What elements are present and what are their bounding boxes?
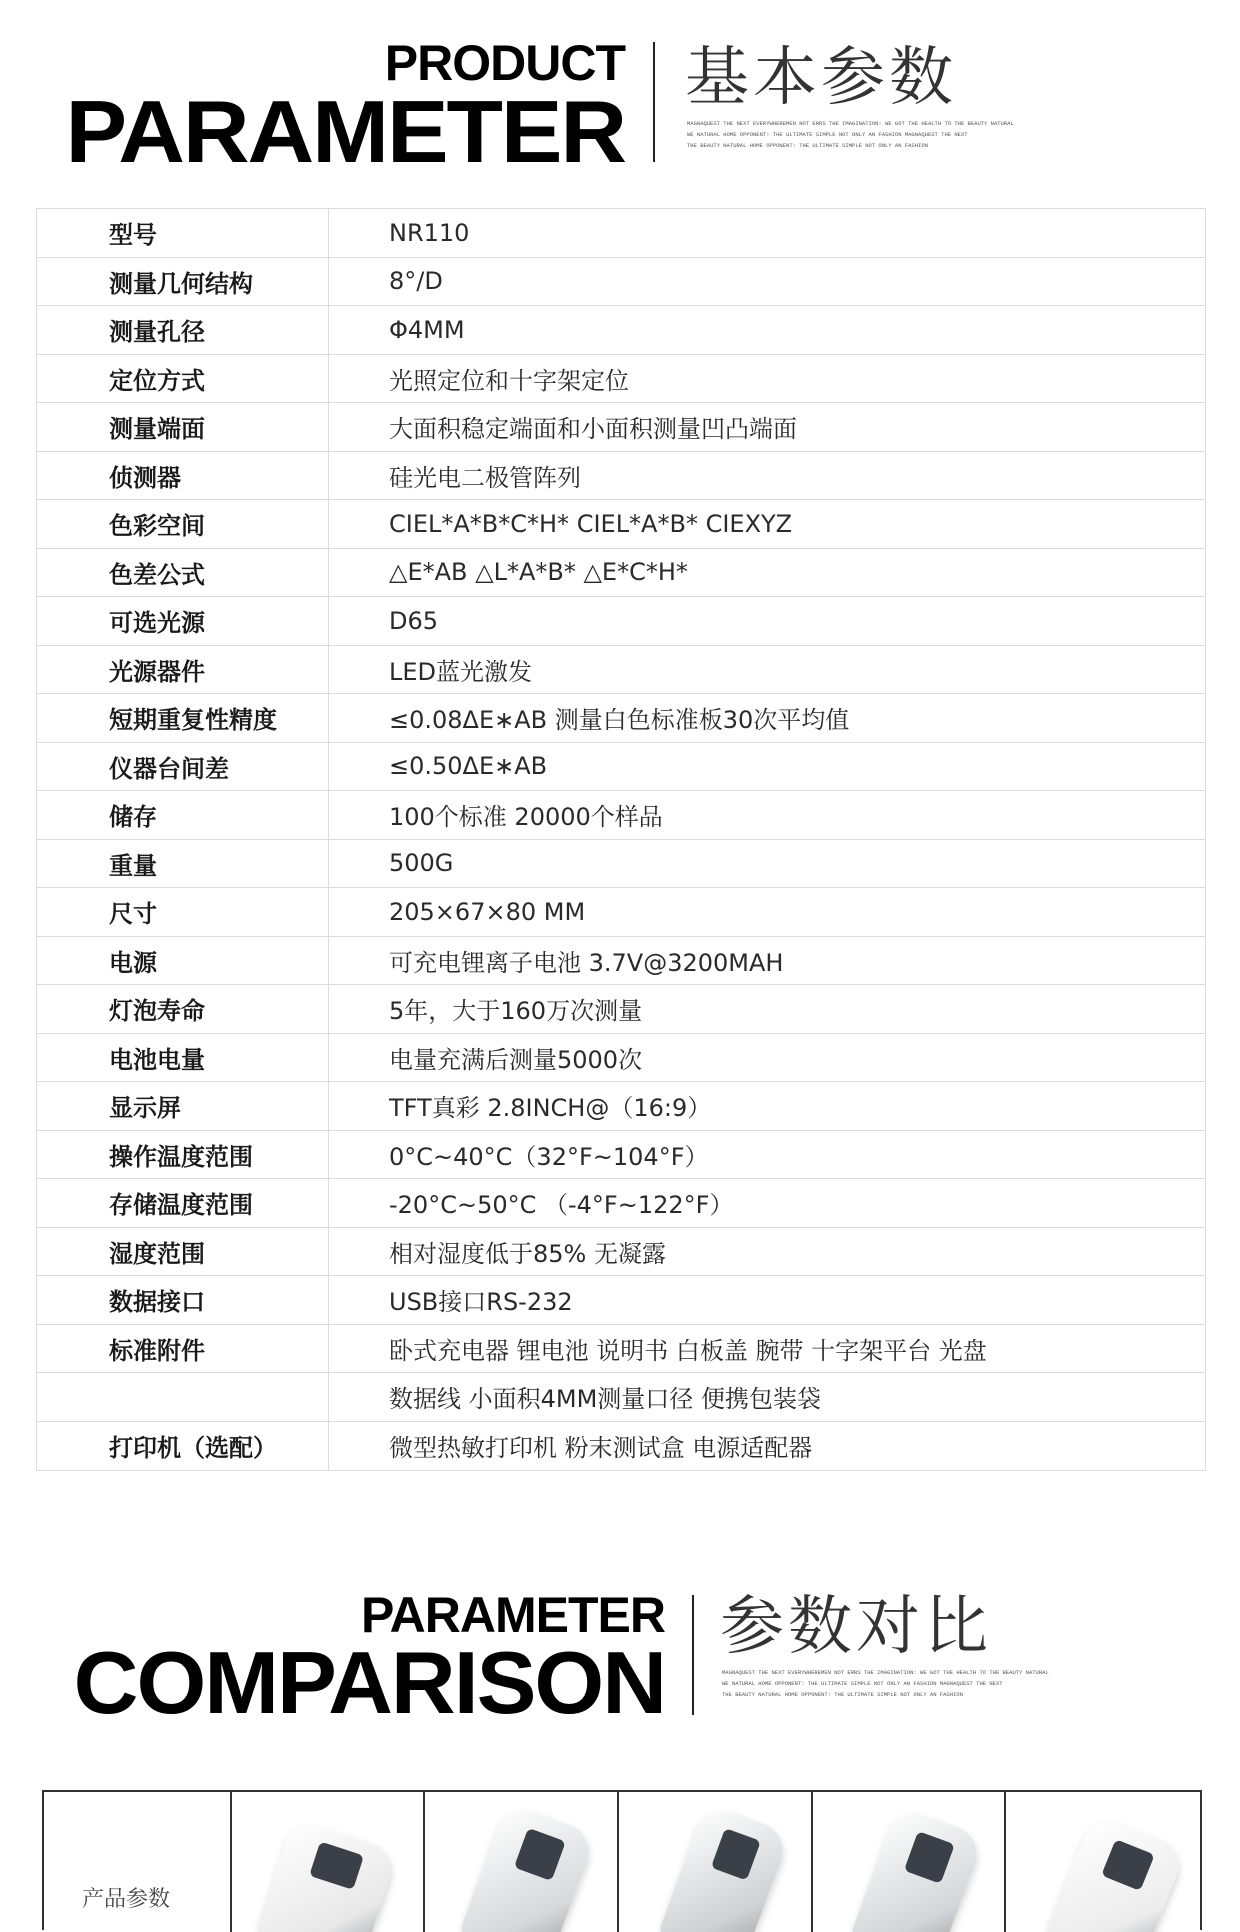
- spec-row: [37, 1034, 1205, 1083]
- device-screen-icon: [309, 1841, 364, 1889]
- spec-value: 500G: [389, 849, 454, 878]
- device-screen-icon: [1102, 1839, 1156, 1891]
- spec-row: [37, 1228, 1205, 1277]
- spec-row: [37, 258, 1205, 307]
- spec-value: 205×67×80 MM: [389, 897, 586, 926]
- spec-label: 型号: [37, 209, 329, 257]
- spec-value: 5年，大于160万次测量: [389, 997, 643, 1026]
- fine-print-line: WE NATURAL HOME OPPONENT: THE ULTIMATE SIMPLE NOT ONLY AN FASHION MAGNAQUEST THE NEXT: [687, 131, 968, 138]
- spec-label: 湿度范围: [37, 1228, 329, 1276]
- spec-label: 短期重复性精度: [37, 694, 329, 742]
- spec-label: 光源器件: [37, 646, 329, 694]
- spec-row: [37, 1373, 1205, 1422]
- spec-row: [37, 1276, 1205, 1325]
- colorimeter-image: [813, 1792, 1007, 1932]
- spec-value: 硅光电二极管阵列: [389, 463, 581, 492]
- spec-label: [37, 1373, 329, 1421]
- spec-row: [37, 403, 1205, 452]
- comparison-row-label: 产品参数: [82, 1887, 171, 1912]
- header-cn-title: 参数对比: [720, 1590, 992, 1664]
- fine-print-line: MAGNAQUEST THE NEXT EVERYWHEREMEN NOT ERRS THE IMAGINATION: WE GOT THE HEALTH TO THE BEAUTY NATURAL: [722, 1669, 1049, 1676]
- product-parameter-header: [0, 0, 1240, 190]
- spec-value: 数据线 小面积4MM测量口径 便携包装袋: [389, 1385, 821, 1414]
- spec-row: [37, 1422, 1205, 1471]
- spec-value: 卧式充电器 锂电池 说明书 白板盖 腕带 十字架平台 光盘: [389, 1336, 987, 1365]
- spec-value: Φ4MM: [389, 315, 465, 344]
- spec-table: [36, 208, 1206, 1471]
- spec-value: 光照定位和十字架定位: [389, 366, 629, 395]
- device-screen-icon: [904, 1831, 955, 1884]
- header-divider: [653, 42, 655, 162]
- spec-label: 打印机（选配）: [37, 1422, 329, 1471]
- spec-row: [37, 840, 1205, 889]
- spec-label: 显示屏: [37, 1082, 329, 1130]
- spec-value: NR110: [389, 218, 470, 247]
- spec-row: [37, 597, 1205, 646]
- spec-value: TFT真彩 2.8INCH@（16:9）: [389, 1094, 712, 1123]
- spec-row: [37, 452, 1205, 501]
- spec-value: ≤0.08ΔE∗AB 测量白色标准板30次平均值: [389, 706, 850, 735]
- spec-row: [37, 306, 1205, 355]
- spec-value: 相对湿度低于85% 无凝露: [389, 1239, 666, 1268]
- device-screen-icon: [711, 1828, 761, 1880]
- spec-label: 仪器台间差: [37, 743, 329, 791]
- spec-row: [37, 1131, 1205, 1180]
- colorimeter-image: [619, 1792, 813, 1932]
- header-cn-title: 基本参数: [685, 41, 957, 115]
- spec-label: 测量端面: [37, 403, 329, 451]
- spec-row: [37, 694, 1205, 743]
- spec-row: [37, 1325, 1205, 1374]
- spec-label: 测量几何结构: [37, 258, 329, 306]
- spec-label: 重量: [37, 840, 329, 888]
- spec-row: [37, 209, 1205, 258]
- spec-label: 尺寸: [37, 888, 329, 936]
- spec-label: 侦测器: [37, 452, 329, 500]
- header-en-line1: PARAMETER: [361, 1587, 665, 1643]
- spec-row: [37, 791, 1205, 840]
- header-divider: [692, 1595, 694, 1715]
- spec-label: 灯泡寿命: [37, 985, 329, 1033]
- spec-value: LED蓝光激发: [389, 657, 533, 686]
- spec-value: 微型热敏打印机 粉末测试盒 电源适配器: [389, 1434, 813, 1463]
- spec-value: CIEL*A*B*C*H* CIEL*A*B* CIEXYZ: [389, 509, 793, 538]
- spec-row: [37, 1082, 1205, 1131]
- fine-print-line: THE BEAUTY NATURAL HOME OPPONENT: THE ULTIMATE SIMPLE NOT ONLY AN FASHION: [722, 1691, 963, 1698]
- spec-row: [37, 985, 1205, 1034]
- header-en-line1: PRODUCT: [384, 35, 625, 91]
- device-screen-icon: [514, 1828, 566, 1881]
- spec-label: 可选光源: [37, 597, 329, 645]
- spec-label: 电池电量: [37, 1034, 329, 1082]
- header-fine-print: [687, 118, 1017, 151]
- spec-row: [37, 888, 1205, 937]
- spec-row: [37, 1179, 1205, 1228]
- colorimeter-image: [425, 1792, 619, 1932]
- spec-row: [37, 500, 1205, 549]
- spec-value: 电量充满后测量5000次: [389, 1045, 643, 1074]
- fine-print-line: THE BEAUTY NATURAL HOME OPPONENT: THE ULTIMATE SIMPLE NOT ONLY AN FASHION: [687, 142, 928, 149]
- spec-label: 测量孔径: [37, 306, 329, 354]
- spec-label: 数据接口: [37, 1276, 329, 1324]
- colorimeter-device-icon: [658, 1803, 790, 1932]
- header-en-line2: COMPARISON: [73, 1633, 665, 1732]
- spec-row: [37, 549, 1205, 598]
- spec-value: ≤0.50ΔE∗AB: [389, 752, 548, 781]
- fine-print-line: MAGNAQUEST THE NEXT EVERYWHEREMEN NOT ERRS THE IMAGINATION: WE GOT THE HEALTH TO THE BEAUTY NATURAL: [687, 120, 1014, 127]
- header-en-line2: PARAMETER: [65, 82, 626, 181]
- spec-label: 色差公式: [37, 549, 329, 597]
- spec-value: D65: [389, 606, 439, 635]
- spec-value: 可充电锂离子电池 3.7V@3200MAH: [389, 948, 784, 977]
- spec-label: 电源: [37, 937, 329, 985]
- spec-value: △E*AB △L*A*B* △E*C*H*: [389, 558, 688, 587]
- colorimeter-device-icon: [850, 1805, 984, 1932]
- spec-row: [37, 937, 1205, 986]
- comparison-label-cell: [44, 1792, 232, 1932]
- spec-row: [37, 743, 1205, 792]
- spec-label: 标准附件: [37, 1325, 329, 1373]
- fine-print-line: WE NATURAL HOME OPPONENT: THE ULTIMATE SIMPLE NOT ONLY AN FASHION MAGNAQUEST THE NEXT: [722, 1680, 1003, 1687]
- spec-row: [37, 646, 1205, 695]
- colorimeter-device-icon: [256, 1818, 398, 1932]
- colorimeter-image: [232, 1792, 426, 1932]
- colorimeter-image: [1006, 1792, 1200, 1932]
- spec-value: USB接口RS-232: [389, 1288, 573, 1317]
- spec-value: 大面积稳定端面和小面积测量凹凸端面: [389, 415, 797, 444]
- spec-label: 存储温度范围: [37, 1179, 329, 1227]
- spec-value: 100个标准 20000个样品: [389, 803, 663, 832]
- spec-value: -20°C~50°C （-4°F~122°F）: [389, 1191, 734, 1220]
- colorimeter-device-icon: [459, 1802, 596, 1932]
- header-fine-print: [722, 1667, 1052, 1700]
- spec-label: 操作温度范围: [37, 1131, 329, 1179]
- spec-label: 定位方式: [37, 355, 329, 403]
- spec-row: [37, 355, 1205, 404]
- colorimeter-device-icon: [1046, 1813, 1187, 1932]
- spec-label: 储存: [37, 791, 329, 839]
- parameter-comparison-header: [0, 1555, 1240, 1745]
- spec-value: 8°/D: [389, 267, 443, 296]
- spec-value: 0°C~40°C（32°F~104°F）: [389, 1142, 709, 1171]
- spec-label: 色彩空间: [37, 500, 329, 548]
- comparison-table: [42, 1790, 1202, 1930]
